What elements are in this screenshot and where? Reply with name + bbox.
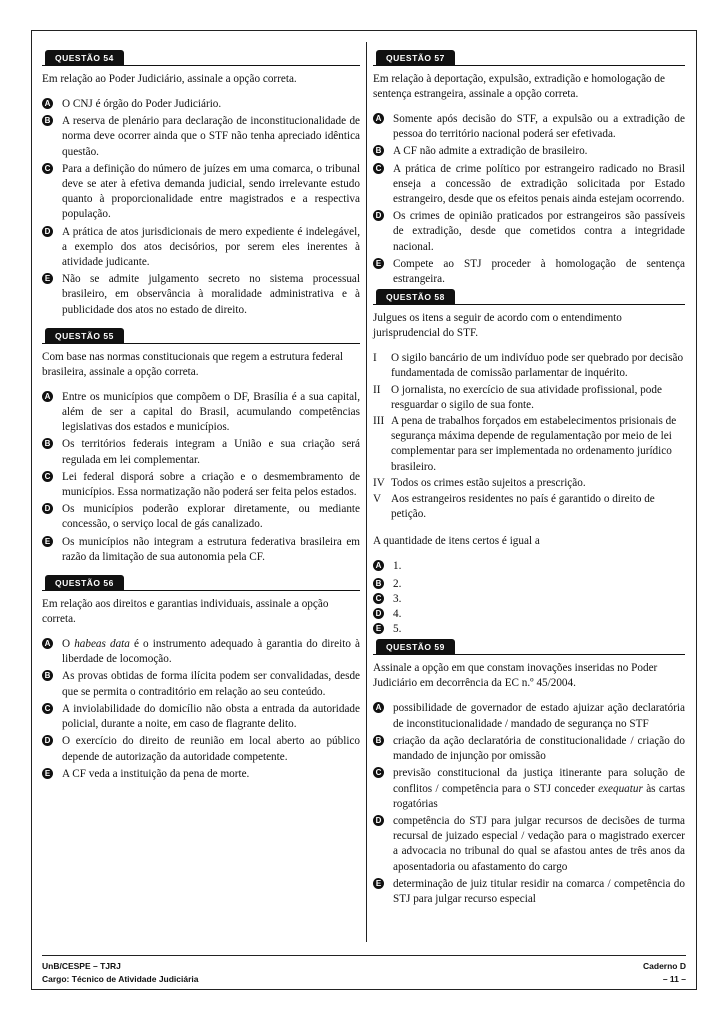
question-58-header — [373, 289, 685, 305]
option-letter-icon: C — [373, 593, 384, 604]
option-letter-icon: A — [42, 638, 53, 649]
item-v — [373, 492, 685, 522]
option-b — [373, 734, 685, 764]
option-letter-icon: B — [373, 145, 384, 156]
option-text: Os crimes de opinião praticados por estrangeiros são passíveis de extradição, desde que cometidos contra a integridade nacional. — [393, 210, 685, 253]
option-text-italic: habeas data — [74, 638, 130, 651]
option-letter-icon: D — [42, 735, 53, 746]
option-letter-icon: C — [373, 163, 384, 174]
item-ii — [373, 383, 685, 413]
footer-right — [643, 960, 686, 986]
question-59-stem: Assinale a opção em que constam inovações inseridas no Poder Judiciário em decorrência da EC n.º 45/2004. — [373, 662, 658, 690]
option-text: Lei federal disporá sobre a criação e o desmembramento de municípios. Essa normatização não poderá ser feita pelos estados. — [62, 470, 360, 499]
question-label: QUESTÃO 58 — [376, 289, 455, 305]
column-divider — [366, 42, 367, 942]
option-e — [42, 272, 360, 318]
option-b — [42, 437, 360, 467]
option-text: As provas obtidas de forma ilícita podem ser convalidadas, desde que se permita o contraditório em relação ao seu conteúdo. — [62, 670, 360, 698]
option-letter-icon: D — [373, 815, 384, 826]
question-label: QUESTÃO 57 — [376, 50, 455, 66]
question-55-stem: Com base nas normas constitucionais que regem a estrutura federal brasileira, assinale a opção correta. — [42, 350, 344, 378]
option-letter-icon: E — [42, 536, 53, 547]
option-text-italic: exequatur — [598, 782, 643, 795]
option-letter-icon: E — [373, 878, 384, 889]
option-text: 3. — [393, 592, 402, 605]
option-letter-icon: B — [373, 578, 384, 589]
option-text: 2. — [393, 577, 402, 590]
option-text: A reserva de plenário para declaração de inconstitucionalidade de norma deve ocorrer ainda que o STF não tenha apreciado idêntica questão. — [62, 115, 360, 158]
option-letter-icon: E — [373, 258, 384, 269]
option-letter-icon: A — [373, 702, 384, 713]
option-letter-icon: A — [373, 560, 384, 571]
option-a — [42, 390, 360, 436]
option-a — [373, 701, 685, 731]
option-e — [42, 535, 360, 565]
option-letter-icon: C — [373, 767, 384, 778]
option-b — [373, 577, 685, 592]
option-c — [373, 766, 685, 812]
option-c — [42, 162, 360, 223]
option-text: Entre os municípios que compõem o DF, Brasília é a sua capital, além de ser a capital do Brasil, acumulando competências legislativas dos estados e municípios. — [62, 390, 360, 434]
option-letter-icon: C — [42, 163, 53, 174]
option-letter-icon: E — [42, 273, 53, 284]
question-54-stem: Em relação ao Poder Judiciário, assinale a opção correta. — [42, 73, 297, 85]
option-d — [373, 607, 685, 622]
option-text: A CF não admite a extradição de brasileiro. — [393, 145, 588, 158]
option-a — [373, 112, 685, 142]
option-letter-icon: B — [373, 735, 384, 746]
option-letter-icon: B — [42, 438, 53, 449]
footer-divider — [42, 955, 686, 956]
question-label: QUESTÃO 55 — [45, 328, 124, 344]
question-label: QUESTÃO 56 — [45, 575, 124, 591]
item-number: I — [373, 352, 377, 365]
item-text: Aos estrangeiros residentes no país é garantido o direito de petição. — [391, 493, 655, 521]
option-text: Somente após decisão do STF, a expulsão ou a extradição de pessoa do território nacional poderá ser efetivada. — [393, 113, 685, 141]
option-letter-icon: A — [373, 113, 384, 124]
option-letter-icon: C — [42, 703, 53, 714]
option-letter-icon: D — [42, 226, 53, 237]
option-text: 5. — [393, 623, 402, 636]
footer-role: Cargo: Técnico de Atividade Judiciária — [42, 974, 199, 984]
option-b — [373, 144, 685, 159]
option-text: A CF veda a instituição da pena de morte. — [62, 767, 250, 780]
option-text: é o instrumento adequado à garantia do direito à liberdade de locomoção. — [62, 638, 360, 666]
option-d — [42, 225, 360, 271]
option-text: possibilidade de governador de estado ajuizar ação declaratória de inconstitucionalidade / mandado de segurança no STF — [393, 702, 685, 730]
option-text: O CNJ é órgão do Poder Judiciário. — [62, 98, 222, 110]
option-text: A inviolabilidade do domicílio não obsta a entrada da autoridade policial, durante a noite, em caso de flagrante delito. — [62, 702, 360, 731]
question-57-stem: Em relação à deportação, expulsão, extradição e homologação de sentença estrangeira, assinale a opção correta. — [373, 73, 665, 100]
option-text: A prática de crime político por estrangeiro radicado no Brasil enseja a concessão de extradição solicitada por Estado estrangeiro, desde que os efeitos penais ainda estejam ocorrendo. — [393, 162, 685, 206]
item-text: A pena de trabalhos forçados em estabelecimentos prisionais de segurança máxima depende de regulamentação por meio de lei complementar para ser implementada no ordenamento jurídico brasileiro. — [391, 415, 677, 473]
item-number: V — [373, 493, 382, 506]
option-text: O exercício do direito de reunião em local aberto ao público depende de autorização da autoridade competente. — [62, 735, 360, 763]
option-c — [42, 470, 360, 500]
footer-booklet: Caderno D — [643, 961, 686, 971]
option-a — [42, 637, 360, 667]
footer-org: UnB/CESPE – TJRJ — [42, 961, 121, 971]
option-e — [373, 622, 685, 637]
option-text: Os municípios não integram a estrutura federativa brasileira em razão da limitação de sua autonomia pela CF. — [62, 535, 360, 563]
option-letter-icon: E — [42, 768, 53, 779]
option-e — [373, 257, 685, 287]
option-letter-icon: B — [42, 670, 53, 681]
item-number: II — [373, 383, 381, 396]
option-letter-icon: C — [42, 471, 53, 482]
option-letter-icon: B — [42, 115, 53, 126]
question-55-header — [42, 328, 360, 344]
footer-left — [42, 960, 199, 986]
option-d — [373, 209, 685, 255]
question-56-stem: Em relação aos direitos e garantias individuais, assinale a opção correta. — [42, 598, 329, 626]
option-c — [373, 162, 685, 208]
option-b — [42, 669, 360, 699]
item-iii — [373, 414, 685, 475]
option-d — [373, 814, 685, 875]
option-letter-icon: D — [373, 210, 384, 221]
option-a — [42, 97, 360, 112]
page-number: – 11 – — [662, 974, 686, 984]
option-c — [373, 592, 685, 607]
question-57-header — [373, 50, 685, 66]
option-text: O — [62, 638, 75, 651]
question-56-header — [42, 575, 360, 591]
option-letter-icon: A — [42, 391, 53, 402]
option-c — [42, 702, 360, 732]
option-letter-icon: E — [373, 623, 384, 634]
item-text: Todos os crimes estão sujeitos a prescrição. — [391, 476, 586, 489]
option-text: Compete ao STJ proceder à homologação de sentença estrangeira. — [393, 257, 685, 286]
option-text: Não se admite julgamento secreto no sistema processual brasileiro, em observância à moralidade administrativa e à publicidade dos atos no estado de direito. — [62, 273, 360, 316]
question-label: QUESTÃO 59 — [376, 639, 455, 655]
option-text: Os territórios federais integram a União e sua criação será regulada em lei complementar. — [62, 438, 360, 466]
option-letter-icon: D — [373, 608, 384, 619]
option-b — [42, 114, 360, 160]
option-text: criação da ação declaratória de constitucionalidade / criação do mandado de injunção por omissão — [393, 734, 685, 763]
item-number: IV — [373, 476, 385, 489]
left-column — [42, 48, 360, 784]
option-d — [42, 502, 360, 532]
option-text: competência do STJ para julgar recursos de decisões de turma recursal de juizado especial / vedação para o magistrado exercer a advocacia no tribunal do qual se afastou antes de três anos da aposentadoria ou afastamento do cargo — [393, 814, 685, 873]
option-text: 4. — [393, 608, 402, 621]
item-text: O sigilo bancário de um indivíduo pode ser quebrado por decisão fundamentada de comissão parlamentar de inquérito. — [391, 352, 684, 380]
question-58-stem: Julgues os itens a seguir de acordo com o entendimento jurisprudencial do STF. — [373, 312, 622, 340]
question-54-header — [42, 50, 360, 66]
item-i — [373, 351, 685, 381]
question-58-prompt: A quantidade de itens certos é igual a — [373, 535, 540, 548]
option-text: previsão constitucional da justiça itinerante para solução de conflitos / competência para o STJ conceder — [393, 767, 685, 795]
item-number: III — [373, 415, 385, 428]
option-letter-icon: A — [42, 98, 53, 109]
option-text: 1. — [393, 560, 402, 573]
option-d — [42, 734, 360, 764]
right-column — [373, 48, 685, 909]
item-iv — [373, 476, 685, 491]
option-text: às cartas rogatórias — [393, 782, 685, 810]
question-label: QUESTÃO 54 — [45, 50, 124, 66]
option-e — [373, 877, 685, 907]
option-text: Para a definição do número de juízes em uma comarca, o tribunal deve se ater à efetiva demanda judicial, sendo irrelevante estudo quanto à proporcionalidade entre magistrados e a respectiva população. — [62, 162, 360, 221]
option-e — [42, 767, 360, 782]
question-59-header — [373, 639, 685, 655]
option-text: A prática de atos jurisdicionais de mero expediente é indelegável, a exemplo dos atos decisórios, por serem eles inerentes à atividade judicante. — [62, 225, 360, 269]
option-text: determinação de juiz titular residir na comarca / competência do STJ para julgar recurso especial — [393, 877, 685, 905]
option-a — [373, 559, 685, 574]
item-text: O jornalista, no exercício de sua atividade profissional, pode resguardar o sigilo de sua fonte. — [391, 383, 662, 411]
option-letter-icon: D — [42, 503, 53, 514]
option-text: Os municípios poderão explorar diretamente, ou mediante concessão, o serviço local de gás canalizado. — [62, 503, 360, 531]
